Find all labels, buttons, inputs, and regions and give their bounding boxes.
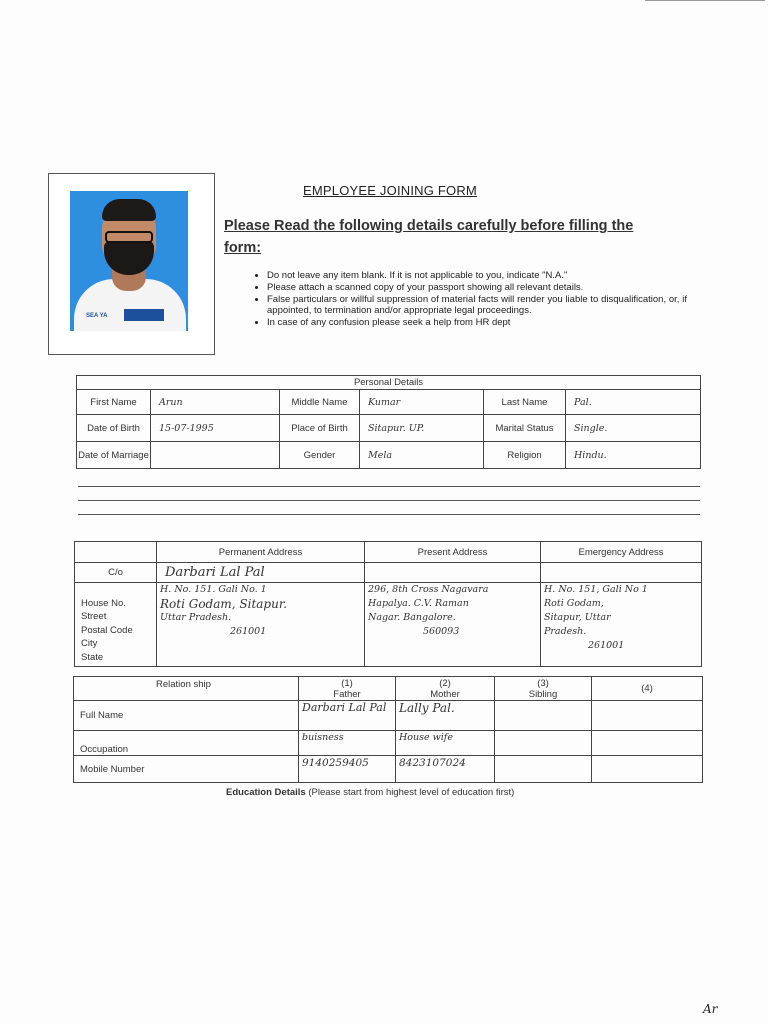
instructions-list xyxy=(243,270,687,329)
form-subtitle: Please Read the following details carefully before filling the form: xyxy=(224,218,634,256)
sibling-occupation-field[interactable] xyxy=(495,731,592,756)
dob-field[interactable]: 15-07-1995 xyxy=(151,415,280,442)
permanent-address-line: 261001 xyxy=(230,626,267,637)
full-name-label: Full Name xyxy=(74,701,299,731)
gender-label: Gender xyxy=(280,442,360,469)
gender-field[interactable]: Mela xyxy=(360,442,484,469)
present-address-field[interactable] xyxy=(365,583,541,667)
sibling-mobile-field[interactable] xyxy=(495,756,592,783)
marital-status-label: Marital Status xyxy=(484,415,566,442)
marital-status-field[interactable]: Single. xyxy=(566,415,701,442)
care-of-field[interactable]: Darbari Lal Pal xyxy=(157,563,365,583)
top-edge-line xyxy=(645,0,765,1)
photo-caption: SEA YA xyxy=(86,313,108,319)
photo-frame xyxy=(48,173,215,355)
present-address-line: Nagar. Bangalore. xyxy=(368,612,456,623)
permanent-address-header: Permanent Address xyxy=(157,542,365,563)
state-label: State xyxy=(81,651,104,663)
permanent-address-field[interactable] xyxy=(157,583,365,667)
dob-label: Date of Birth xyxy=(77,415,151,442)
column-name: Sibling xyxy=(528,688,558,700)
first-name-field[interactable]: Arun xyxy=(151,390,280,415)
column-number: (3) xyxy=(537,677,549,689)
street-label: Street xyxy=(81,611,107,622)
care-of-label: C/o xyxy=(75,563,157,583)
pob-field[interactable]: Sitapur. UP. xyxy=(360,415,484,442)
other-mobile-field[interactable] xyxy=(592,756,703,783)
present-address-header: Present Address xyxy=(365,542,541,563)
emergency-address-line: 261001 xyxy=(588,640,625,651)
house-no-label: House No. xyxy=(81,597,126,609)
column-name: Mother xyxy=(430,688,460,700)
emergency-address-field[interactable] xyxy=(541,583,702,667)
permanent-address-line: Roti Godam, Sitapur. xyxy=(160,597,288,611)
present-address-line: 560093 xyxy=(423,626,460,637)
last-name-label: Last Name xyxy=(484,390,566,415)
city-label: City xyxy=(81,638,98,649)
emergency-address-line: Roti Godam, xyxy=(544,598,604,609)
mobile-number-label: Mobile Number xyxy=(74,756,299,783)
father-mobile-field[interactable]: 9140259405 xyxy=(299,756,396,783)
education-heading xyxy=(226,787,514,798)
education-title: Education Details xyxy=(226,787,306,798)
last-name-field[interactable]: Pal. xyxy=(566,390,701,415)
sibling-name-field[interactable] xyxy=(495,701,592,731)
family-table xyxy=(73,676,703,783)
father-name-field[interactable]: Darbari Lal Pal xyxy=(299,701,396,731)
address-labels xyxy=(75,583,157,667)
address-table xyxy=(74,541,702,667)
present-address-line: 296, 8th Cross Nagavara xyxy=(368,584,489,595)
education-note: (Please start from highest level of education first) xyxy=(308,787,515,798)
divider-line xyxy=(78,486,700,487)
mother-occupation-field[interactable]: House wife xyxy=(396,731,495,756)
dom-label: Date of Marriage xyxy=(77,442,151,469)
personal-details-table xyxy=(76,375,701,469)
first-name-label: First Name xyxy=(77,390,151,415)
pob-label: Place of Birth xyxy=(280,415,360,442)
present-address-line: Hapalya. C.V. Raman xyxy=(368,598,469,609)
passport-photo xyxy=(70,191,188,331)
mother-mobile-field[interactable]: 8423107024 xyxy=(396,756,495,783)
emergency-address-line: H. No. 151, Gali No 1 xyxy=(544,584,648,595)
instruction-item: • In case of any confusion please seek a help from HR dept xyxy=(267,317,687,328)
divider-line xyxy=(78,514,700,515)
religion-field[interactable]: Hindu. xyxy=(566,442,701,469)
permanent-address-line: H. No. 151. Gali No. 1 xyxy=(160,584,267,595)
permanent-address-line: Uttar Pradesh. xyxy=(160,612,232,623)
religion-label: Religion xyxy=(484,442,566,469)
relationship-label: Relation ship xyxy=(74,677,299,701)
other-column-header: (4) xyxy=(592,677,703,701)
column-number: (1) xyxy=(341,677,353,689)
father-occupation-field[interactable]: buisness xyxy=(299,731,396,756)
postal-code-label: Postal Code xyxy=(81,624,133,636)
father-column-header xyxy=(299,677,396,701)
emergency-address-line: Pradesh. xyxy=(544,626,587,637)
sibling-column-header xyxy=(495,677,592,701)
form-title: EMPLOYEE JOINING FORM xyxy=(303,183,477,198)
middle-name-field[interactable]: Kumar xyxy=(360,390,484,415)
emergency-address-header: Emergency Address xyxy=(541,542,702,563)
occupation-label: Occupation xyxy=(74,731,299,756)
instruction-item: • Please attach a scanned copy of your passport showing all relevant details. xyxy=(267,282,687,293)
column-number: (2) xyxy=(439,677,451,689)
mother-name-field[interactable]: Lally Pal. xyxy=(396,701,495,731)
divider-line xyxy=(78,500,700,501)
instruction-item: • False particulars or willful suppression of material facts will render you liable to disqualification, or, if appointed, to termination and/or appropriate legal proceedings. xyxy=(267,294,687,316)
mother-column-header xyxy=(396,677,495,701)
other-occupation-field[interactable] xyxy=(592,731,703,756)
dom-field[interactable] xyxy=(151,442,280,469)
column-name: Father xyxy=(333,688,361,700)
instruction-item: • Do not leave any item blank. If it is not applicable to you, indicate "N.A." xyxy=(267,270,687,281)
personal-details-header: Personal Details xyxy=(77,376,701,390)
middle-name-label: Middle Name xyxy=(280,390,360,415)
emergency-address-line: Sitapur, Uttar xyxy=(544,612,611,623)
initials-signature: Ar xyxy=(703,1002,718,1016)
other-name-field[interactable] xyxy=(592,701,703,731)
